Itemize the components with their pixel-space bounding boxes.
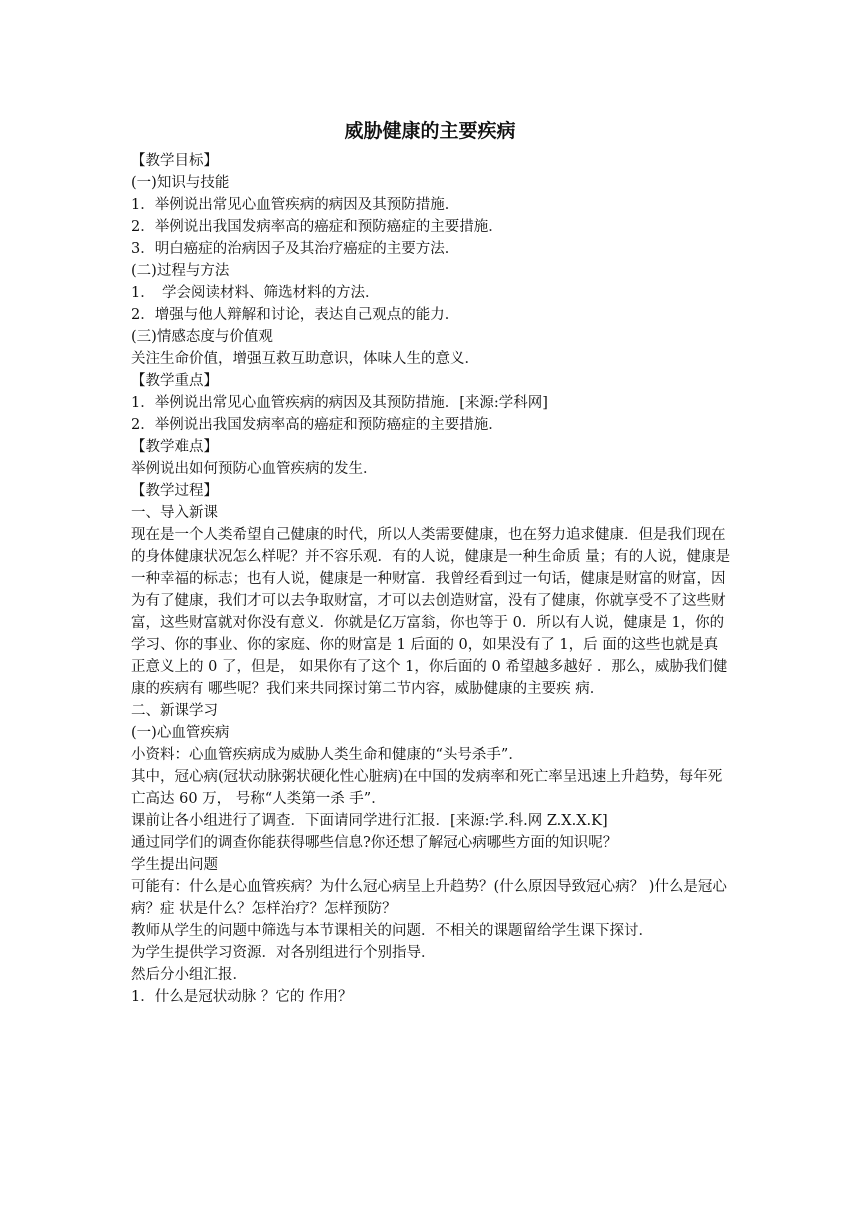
list-item: 2．增强与他人辩解和讨论，表达自己观点的能力． bbox=[131, 307, 460, 323]
list-item: 1．举例说出常见心血管疾病的病因及其预防措施．[来源:学科网] bbox=[131, 395, 548, 411]
paragraph: 通过同学们的调查你能获得哪些信息?你还想了解冠心病哪些方面的知识呢？ bbox=[131, 835, 618, 851]
section-heading: 【教学目标】 bbox=[131, 153, 218, 169]
subsection-heading: (一)心血管疾病 bbox=[131, 725, 230, 741]
list-item: 1．什么是冠状动脉 ？它的 作用？ bbox=[131, 989, 353, 1005]
list-item: 3．明白癌症的治病因子及其治疗癌症的主要方法． bbox=[131, 241, 460, 257]
paragraph: 为学生提供学习资源．对各别组进行个别指导． bbox=[131, 945, 436, 961]
paragraph: 举例说出如何预防心血管疾病的发生． bbox=[131, 461, 378, 477]
paragraph: 然后分小组汇报． bbox=[131, 967, 247, 983]
subsection-heading: (一)知识与技能 bbox=[131, 175, 230, 191]
list-item: 2．举例说出我国发病率高的癌症和预防癌症的主要措施． bbox=[131, 417, 503, 433]
list-item: 1．举例说出常见心血管疾病的病因及其预防措施． bbox=[131, 197, 460, 213]
list-item: 2．举例说出我国发病率高的癌症和预防癌症的主要措施． bbox=[131, 219, 503, 235]
paragraph: 教师从学生的问题中筛选与本节课相关的问题．不相关的课题留给学生课下探讨． bbox=[131, 923, 653, 939]
section-heading: 【教学难点】 bbox=[131, 439, 218, 455]
paragraph: 关注生命价值，增强互救互助意识，体味人生的意义． bbox=[131, 351, 479, 367]
document-title: 威胁健康的主要疾病 bbox=[344, 120, 516, 142]
subsection-heading: 一、导入新课 bbox=[131, 505, 218, 521]
section-heading: 【教学重点】 bbox=[131, 373, 218, 389]
paragraph: 学生提出问题 bbox=[131, 857, 218, 873]
paragraph: 课前让各小组进行了调查．下面请同学进行汇报．[来源:学.科.网 Z.X.X.K] bbox=[131, 813, 608, 829]
paragraph: 可能有：什么是心血管疾病？为什么冠心病呈上升趋势？(什么原因导致冠心病？ )什么是冠心病？症 状是什么？怎样治疗？怎样预防？ bbox=[131, 879, 727, 917]
subsection-heading: (三)情感态度与价值观 bbox=[131, 329, 273, 345]
subsection-heading: 二、新课学习 bbox=[131, 703, 218, 719]
document-body bbox=[131, 150, 731, 1008]
list-item: 1． 学会阅读材料、筛选材料的方法． bbox=[131, 285, 380, 301]
paragraph: 其中，冠心病(冠状动脉粥状硬化性心脏病)在中国的发病率和死亡率呈迅速上升趋势，每年死亡高达 60 万， 号称“人类第一杀 手”． bbox=[131, 769, 723, 807]
paragraph: 小资料：心血管疾病成为威胁人类生命和健康的“头号杀手”． bbox=[131, 747, 523, 763]
section-heading: 【教学过程】 bbox=[131, 483, 218, 499]
paragraph: 现在是一个人类希望自己健康的时代，所以人类需要健康，也在努力追求健康．但是我们现在的身体健康状况怎么样呢？并不容乐观．有的人说，健康是一种生命质 量；有的人说，健康是一种幸福的标志；也有人说，健康是一种财富．我曾经看到过一句话，健康是财富的财富，因为有了健康，我们才可以去争取财富，才可以去创造财富，没有了健康，你就享受不了这些财富，这些财富就对你没有意义．你就是亿万富翁，你也等于 0．所以有人说，健康是 1，你的学习、你的事业、你的家庭、你的财富是 1 后面的 0，如果没有了 1，后 面的这些也就是真正意义上的 0 了，但是， 如果你有了这个 1，你后面的 0 希望越多越好 ．那么，威胁我们健康的疾病有 哪些呢？我们来共同探讨第二节内容，威胁健康的主要疾 病． bbox=[131, 527, 731, 697]
subsection-heading: (二)过程与方法 bbox=[131, 263, 230, 279]
